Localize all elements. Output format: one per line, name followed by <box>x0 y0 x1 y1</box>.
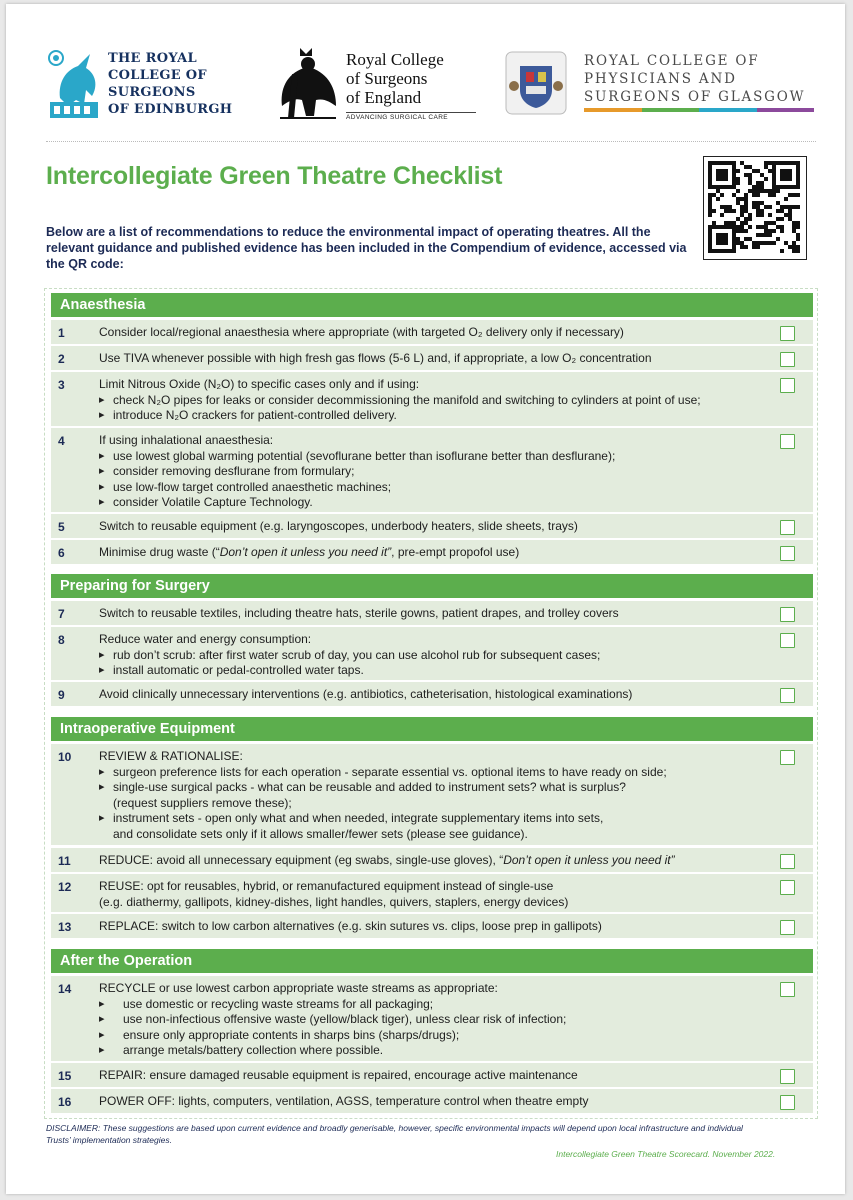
item-number: 8 <box>58 633 65 647</box>
edinburgh-line: OF EDINBURGH <box>108 102 233 117</box>
disclaimer-text: These suggestions are based upon current evidence and broadly generisable, however, specific environmental impacts will depend upon local infrastructure and individual Trusts’ implementation strategies. <box>46 1123 743 1145</box>
item-number: 3 <box>58 378 65 392</box>
item-text <box>99 377 759 424</box>
qr-code[interactable] <box>703 156 807 260</box>
item-text <box>99 1068 759 1084</box>
checklist-item <box>51 874 813 912</box>
glasgow-crest-icon <box>504 50 568 116</box>
checklist-item <box>51 601 813 625</box>
section-header-preparing-for-surgery: Preparing for Surgery <box>51 574 813 598</box>
item-checkbox[interactable] <box>780 688 795 703</box>
item-checkbox[interactable] <box>780 633 795 648</box>
item-line: Consider local/regional anaesthesia where appropriate (with targeted O₂ delivery only if necessary) <box>99 325 624 339</box>
england-tagline: ADVANCING SURGICAL CARE <box>346 112 476 121</box>
section-header-anaesthesia: Anaesthesia <box>51 293 813 317</box>
item-line: POWER OFF: lights, computers, ventilation, AGSS, temperature control when theatre empty <box>99 1094 589 1108</box>
item-checkbox[interactable] <box>780 880 795 895</box>
item-bullet: ▸ rub don’t scrub: after first water scrub of day, you can use alcohol rub for subsequent cases; <box>99 648 759 664</box>
edinburgh-line: COLLEGE OF <box>108 68 207 83</box>
item-bullet: ▸ single-use surgical packs - what can be reusable and added to instrument sets? what is surplus? <box>99 780 759 796</box>
item-bullet: ▸ instrument sets - open only what and when needed, integrate supplementary items into sets, <box>99 811 759 827</box>
item-number: 15 <box>58 1069 72 1083</box>
england-line: of Surgeons <box>346 69 428 88</box>
checklist-item <box>51 744 813 845</box>
item-line: Switch to reusable textiles, including theatre hats, sterile gowns, patient drapes, and trolley covers <box>99 606 619 620</box>
glasgow-color-bar <box>584 108 814 112</box>
item-bullet: ▸ arrange metals/battery collection where possible. <box>99 1043 759 1059</box>
item-text <box>99 632 759 679</box>
item-number: 13 <box>58 920 72 934</box>
item-line: Avoid clinically unnecessary interventions (e.g. antibiotics, catheterisation, histological examinations) <box>99 687 633 701</box>
item-number: 11 <box>58 854 71 868</box>
checklist-item <box>51 428 813 512</box>
item-text <box>99 919 759 935</box>
item-line: RECYCLE or use lowest carbon appropriate waste streams as appropriate: <box>99 981 498 995</box>
item-checkbox[interactable] <box>780 607 795 622</box>
item-text <box>99 606 759 622</box>
eagle-crest-icon <box>276 44 342 122</box>
checklist-item <box>51 627 813 680</box>
item-line: Use TIVA whenever possible with high fresh gas flows (5-6 L) and, if appropriate, a low O₂ concentration <box>99 351 652 365</box>
checklist-item <box>51 976 813 1061</box>
item-number: 4 <box>58 434 65 448</box>
item-line: REUSE: opt for reusables, hybrid, or remanufactured equipment instead of single-use <box>99 879 554 893</box>
item-bullet: ▸ surgeon preference lists for each operation - separate essential vs. optional items to have ready on side; <box>99 765 759 781</box>
header-divider <box>46 141 816 142</box>
item-number: 1 <box>58 326 65 340</box>
rcs-england-logo <box>276 44 476 124</box>
item-checkbox[interactable] <box>780 434 795 449</box>
unicorn-crest-icon <box>46 46 104 122</box>
item-text <box>99 351 759 367</box>
item-checkbox[interactable] <box>780 520 795 535</box>
item-number: 12 <box>58 880 72 894</box>
item-line: , pre-empt propofol use) <box>391 545 520 559</box>
checklist-item <box>51 848 813 872</box>
item-line: Reduce water and energy consumption: <box>99 632 312 646</box>
glasgow-line: ROYAL COLLEGE OF <box>584 53 760 69</box>
item-line: REPLACE: switch to low carbon alternatives (e.g. skin sutures vs. clips, loose prep in gallipots) <box>99 919 602 933</box>
item-text <box>99 1094 759 1110</box>
item-line: REPAIR: ensure damaged reusable equipment is repaired, encourage active maintenance <box>99 1068 578 1082</box>
item-line: REVIEW & RATIONALISE: <box>99 749 243 763</box>
checklist-item <box>51 514 813 538</box>
checklist <box>44 288 818 1119</box>
england-line: Royal College <box>346 50 444 69</box>
qr-code-icon <box>704 157 804 257</box>
item-checkbox[interactable] <box>780 1069 795 1084</box>
intro-text: Below are a list of recommendations to reduce the environmental impact of operating theatres. All the relevant guidance and published evidence has been included in the Compendium of evidence, accessed via the QR code: <box>46 225 687 271</box>
glasgow-line: PHYSICIANS AND <box>584 71 737 87</box>
item-quote: Don’t open it unless you need it” <box>219 545 392 559</box>
checklist-item <box>51 540 813 564</box>
checklist-item <box>51 346 813 370</box>
item-bullet: ▸ consider removing desflurane from formulary; <box>99 464 759 480</box>
item-bullet: ▸ ensure only appropriate contents in sharps bins (sharps/drugs); <box>99 1028 759 1044</box>
item-text <box>99 325 759 341</box>
item-checkbox[interactable] <box>780 546 795 561</box>
checklist-item <box>51 1063 813 1087</box>
item-number: 2 <box>58 352 65 366</box>
item-line: REDUCE: avoid all unnecessary equipment (eg swabs, single-use gloves), “ <box>99 853 504 867</box>
item-text <box>99 749 759 842</box>
footer-note: Intercollegiate Green Theatre Scorecard. November 2022. <box>556 1149 776 1159</box>
glasgow-line: SURGEONS OF GLASGOW <box>584 89 806 105</box>
item-number: 16 <box>58 1095 72 1109</box>
item-bullet: ▸ use non-infectious offensive waste (yellow/black tiger), unless clear risk of infection; <box>99 1012 759 1028</box>
section-header-intraoperative-equipment: Intraoperative Equipment <box>51 717 813 741</box>
checklist-item <box>51 372 813 426</box>
item-bullet-continuation: and consolidate sets only if it allows smaller/fewer sets (please see guidance). <box>113 826 528 841</box>
checklist-item <box>51 1089 813 1113</box>
item-checkbox[interactable] <box>780 982 795 997</box>
item-text <box>99 981 759 1059</box>
item-checkbox[interactable] <box>780 1095 795 1110</box>
checklist-item <box>51 682 813 706</box>
item-bullet: ▸ install automatic or pedal-controlled water taps. <box>99 663 759 679</box>
item-number: 6 <box>58 546 65 560</box>
item-line: If using inhalational anaesthesia: <box>99 433 274 447</box>
item-number: 9 <box>58 688 65 702</box>
item-number: 5 <box>58 520 65 534</box>
item-checkbox[interactable] <box>780 750 795 765</box>
item-bullet: ▸ introduce N₂O crackers for patient-controlled delivery. <box>99 408 759 424</box>
item-bullet: ▸ use lowest global warming potential (sevoflurane better than isoflurane better than desflurane); <box>99 449 759 465</box>
item-bullet: ▸ use domestic or recycling waste streams for all packaging; <box>99 997 759 1013</box>
item-text <box>99 433 759 511</box>
header-logos <box>46 44 816 124</box>
item-number: 10 <box>58 750 72 764</box>
item-line: Switch to reusable equipment (e.g. laryngoscopes, underbody heaters, slide sheets, trays) <box>99 519 578 533</box>
item-line: Minimise drug waste (“ <box>99 545 220 559</box>
document-page <box>6 4 845 1194</box>
item-checkbox[interactable] <box>780 326 795 341</box>
section-header-after-the-operation: After the Operation <box>51 949 813 973</box>
disclaimer-label: DISCLAIMER: <box>46 1123 101 1133</box>
page-title: Intercollegiate Green Theatre Checklist <box>46 162 503 190</box>
item-checkbox[interactable] <box>780 920 795 935</box>
edinburgh-line: SURGEONS <box>108 85 196 100</box>
item-checkbox[interactable] <box>780 854 795 869</box>
item-checkbox[interactable] <box>780 378 795 393</box>
item-text <box>99 545 759 561</box>
item-bullet-continuation: (request suppliers remove these); <box>113 795 292 810</box>
item-quote: Don’t open it unless you need it” <box>503 853 675 867</box>
item-checkbox[interactable] <box>780 352 795 367</box>
item-text <box>99 687 759 703</box>
item-number: 14 <box>58 982 72 996</box>
checklist-item <box>51 320 813 344</box>
item-text <box>99 519 759 535</box>
item-number: 7 <box>58 607 65 621</box>
disclaimer <box>46 1122 766 1146</box>
rcs-edinburgh-logo <box>46 44 236 124</box>
item-bullet: ▸ use low-flow target controlled anaesthetic machines; <box>99 480 759 496</box>
item-line: (e.g. diathermy, gallipots, kidney-dishes, light handles, quivers, staplers, energy devices) <box>99 894 569 909</box>
rcps-glasgow-logo <box>504 44 824 124</box>
item-line: Limit Nitrous Oxide (N₂O) to specific cases only and if using: <box>99 377 420 391</box>
item-text <box>99 853 759 869</box>
item-text <box>99 879 759 910</box>
checklist-item <box>51 914 813 938</box>
edinburgh-line: THE ROYAL <box>108 51 197 66</box>
item-bullet: ▸ consider Volatile Capture Technology. <box>99 495 759 511</box>
england-line: of England <box>346 88 422 107</box>
item-bullet: ▸ check N₂O pipes for leaks or consider decommissioning the manifold and switching to cylinders at point of use; <box>99 393 759 409</box>
